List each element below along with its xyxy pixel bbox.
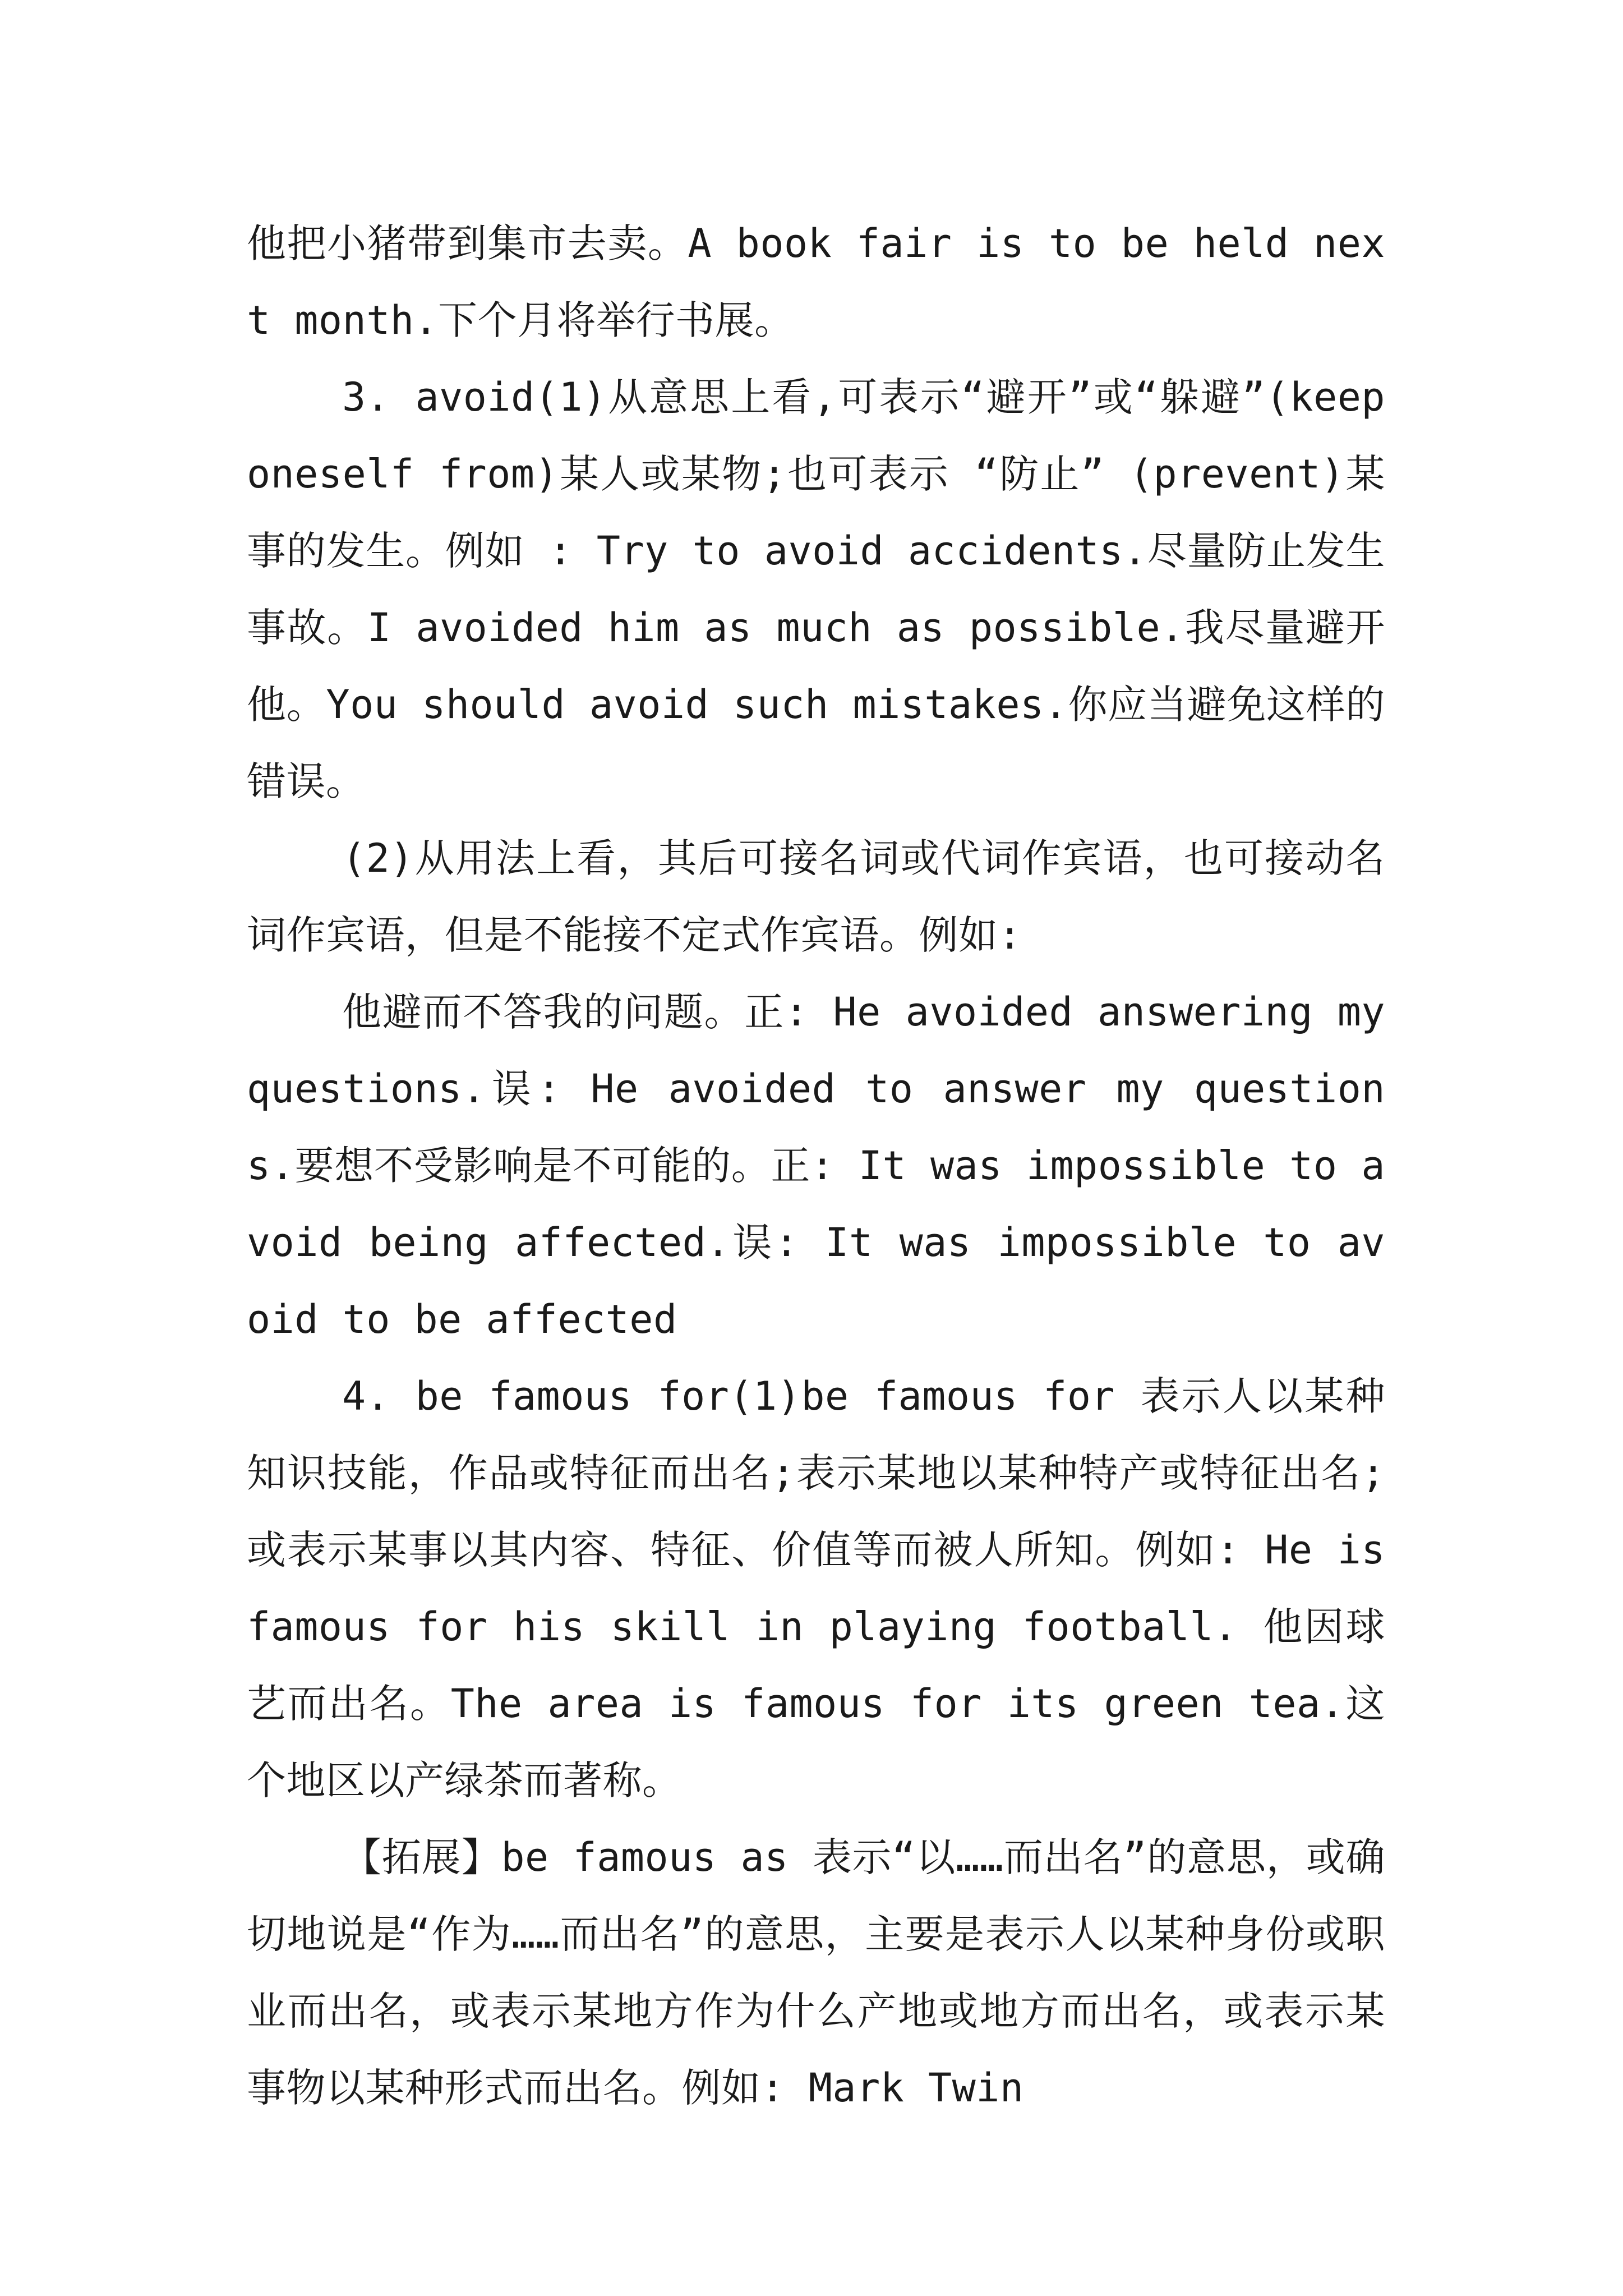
paragraph-5-be-famous-for: 4. be famous for(1)be famous for 表示人以某种知识技能，作品或特征而出名;表示某地以某种特产或特征出名;或表示某事以其内容、特征、价值等而被人所知。例如: He is famous for his skill in playing football. 他因球艺而出名。The area is famous for its green tea.这个地区以产绿茶而著称。: [247, 1373, 1385, 1803]
paragraph-2-avoid-meaning: 3. avoid(1)从意思上看,可表示“避开”或“躲避”(keep oneself from)某人或某物;也可表示 “防止” (prevent)某事的发生。例如 : Try to avoid accidents.尽量防止发生事故。I avoided him as much as possible.我尽量避开他。You should avoid such mistakes.你应当避免这样的错误。: [247, 374, 1385, 804]
paragraph-1: 他把小猪带到集市去卖。A book fair is to be held next month.下个月将举行书展。: [247, 220, 1385, 343]
paragraph-3-avoid-usage: (2)从用法上看，其后可接名词或代词作宾语，也可接动名词作宾语，但是不能接不定式作宾语。例如:: [247, 835, 1385, 958]
paragraph-4-avoid-examples: 他避而不答我的问题。正: He avoided answering my questions.误: He avoided to answer my questions.要想不受影响是不可能的。正: It was impossible to avoid being affected.误: It was impossible to avoid to be affected: [247, 989, 1385, 1342]
paragraph-6-extension: 【拓展】be famous as 表示“以……而出名”的意思，或确切地说是“作为……而出名”的意思，主要是表示人以某种身份或职业而出名，或表示某地方作为什么产地或地方而出名，或表示某事物以某种形式而出名。例如: Mark Twin: [247, 1834, 1385, 2111]
document-body: [247, 205, 1385, 2127]
